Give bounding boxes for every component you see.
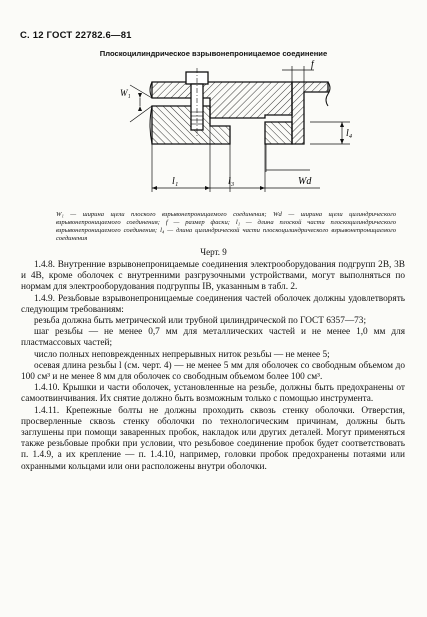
label-wd: Wd bbox=[298, 176, 312, 187]
paragraph: шаг резьбы — не менее 0,7 мм для металлических частей и не менее 1,0 мм для пластмассовых частей; bbox=[21, 327, 405, 349]
body-text bbox=[21, 260, 405, 473]
paragraph: 1.4.11. Крепежные болты не должны проходить сквозь стенку оболочки. Отверстия, просверленные сквозь стенку оболочки по технологическим причинам, должны быть заглушены при помощи заваренных пробок, накладок или других деталей. Могут применяться также резьбовые пробки при условии, что резьбовое соединение пробок будет соответствовать п. 1.4.9, а их крепление — п. 1.4.10, например, головки пробок предохранены потаями или охранными кольцами или они расположены внутри оболочки. bbox=[21, 405, 405, 472]
right-flange bbox=[292, 82, 328, 144]
paragraph: число полных неповрежденных непрерывных ниток резьбы — не менее 5; bbox=[34, 349, 330, 360]
label-l4: l₄ bbox=[346, 128, 353, 139]
paragraph: 1.4.10. Крышки и части оболочек, установленные на резьбе, должны быть предохранены от самоотвинчивания. Их снятие должно быть возможным только с помощью инструмента. bbox=[21, 383, 405, 405]
label-f: f bbox=[311, 60, 314, 70]
label-l3: l₃ bbox=[228, 176, 235, 187]
paragraph: 1.4.9. Резьбовые взрывонепроницаемые соединения частей оболочек должны удовлетворять следующим требованиям: bbox=[21, 293, 405, 315]
paragraph: осевая длина резьбы l (см. черт. 4) — не менее 5 мм для оболочек со свободным объемом до 100 см³ и не менее 8 мм для оболочек со свободным объемом более 100 см³. bbox=[21, 360, 405, 383]
body-right bbox=[265, 122, 292, 144]
figure-number: Черт. 9 bbox=[200, 247, 227, 257]
technical-drawing bbox=[60, 60, 370, 210]
label-w1: W₁ bbox=[120, 88, 131, 98]
page-header: С. 12 ГОСТ 22782.6—81 bbox=[20, 30, 132, 41]
paragraph: резьба должна быть метрической или трубной цилиндрической по ГОСТ 6357—73; bbox=[34, 316, 367, 327]
figure-title: Плоскоцилиндрическое взрывонепроницаемое соединение bbox=[99, 49, 328, 58]
figure-caption: W₁ — ширина щели плоского взрывонепроницаемого соединения; Wd — ширина щели цилиндрического взрывонепроницаемого соединения; f — размер фаски; l₁ — длина плоской части плоскоцилиндрического взрывонепроницаемого соединения; l₄ — длина цилиндрической части плоскоцилиндрического взрывонепроницаемого соединения bbox=[56, 211, 396, 242]
paragraph: 1.4.8. Внутренние взрывонепроницаемые соединения электрооборудования подгрупп 2В, 3В и 4В, кроме оболочек с внутренними разгрузочными устройствами, могут выполняться по нормам для электрооборудования подгруппы IВ, указанным в табл. 2. bbox=[21, 260, 405, 293]
label-l1: l₁ bbox=[172, 176, 179, 187]
